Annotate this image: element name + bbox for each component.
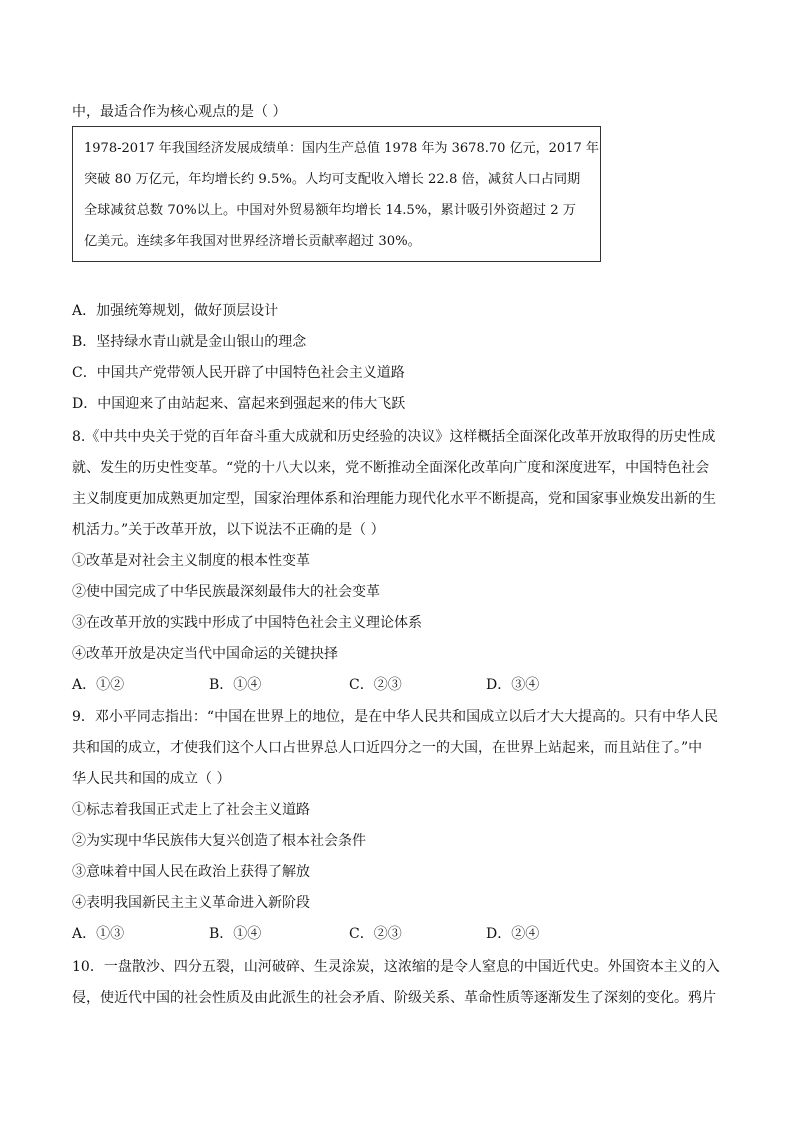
material-line-2: 突破 80 万亿元，年均增长约 9.5%。人均可支配收入增长 22.8 倍，减贫人口占同期 xyxy=(84,172,581,187)
question-10-stem-line-1: 10．一盘散沙、四分五裂，山河破碎、生灵涂炭，这浓缩的是令人窒息的中国近代史。外国资本主义的入 xyxy=(72,959,720,975)
material-line-1: 1978-2017 年我国经济发展成绩单：国内生产总值 1978 年为 3678.70 亿元，2017 年 xyxy=(84,141,599,156)
question-8-item-1: ①改革是对社会主义制度的根本性变革 xyxy=(72,553,310,569)
question-8-stem-line-3: 主义制度更加成熟更加定型，国家治理体系和治理能力现代化水平不断提高，党和国家事业焕发出新的生 xyxy=(72,491,716,507)
question-7-option-c: C．中国共产党带领人民开辟了中国特色社会主义道路 xyxy=(72,365,405,381)
question-8-choices xyxy=(72,675,552,695)
question-7-stem-tail: 中，最适合作为核心观点的是（ ） xyxy=(72,104,287,120)
question-8-item-2: ②使中国完成了中华民族最深刻最伟大的社会变革 xyxy=(72,584,380,600)
question-9-item-2: ②为实现中华民族伟大复兴创造了根本社会条件 xyxy=(72,833,366,849)
question-10-stem-line-2: 侵，使近代中国的社会性质及由此派生的社会矛盾、阶级关系、革命性质等逐渐发生了深刻的变化。鸦片 xyxy=(72,990,716,1006)
question-8-choice-c: C．②③ xyxy=(349,677,402,693)
question-7-option-b: B．坚持绿水青山就是金山银山的理念 xyxy=(72,334,307,350)
question-8-choice-a: A．①② xyxy=(72,677,125,693)
question-9-stem-line-2: 共和国的成立，才使我们这个人口占世界总人口近四分之一的大国，在世界上站起来，而且站住了。”中 xyxy=(72,740,703,756)
question-8-stem-line-4: 机活力。”关于改革开放，以下说法不正确的是（ ） xyxy=(72,522,385,538)
question-9-item-4: ④表明我国新民主主义革命进入新阶段 xyxy=(72,895,310,911)
question-9-stem-line-3: 华人民共和国的成立（ ） xyxy=(72,771,231,787)
question-9-choice-a: A．①③ xyxy=(72,926,125,942)
question-7-option-d: D．中国迎来了由站起来、富起来到强起来的伟大飞跃 xyxy=(72,396,406,412)
question-9-stem-line-1: 9．邓小平同志指出：“中国在世界上的地位，是在中华人民共和国成立以后才大大提高的。只有中华人民 xyxy=(72,709,719,725)
question-8-stem-line-1: 8.《中共中央关于党的百年奋斗重大成就和历史经验的决议》这样概括全面深化改革开放取得的历史性成 xyxy=(72,429,716,445)
question-8-choice-d: D．③④ xyxy=(486,677,540,693)
question-7-option-a: A．加强统筹规划，做好顶层设计 xyxy=(72,303,279,319)
question-9-choice-c: C．②③ xyxy=(349,926,402,942)
question-8-stem-line-2: 就、发生的历史性变革。“党的十八大以来，党不断推动全面深化改革向广度和深度进军，中国特色社会 xyxy=(72,460,710,476)
question-9-choices xyxy=(72,924,552,944)
question-9-item-3: ③意味着中国人民在政治上获得了解放 xyxy=(72,864,310,880)
question-9-choice-d: D．②④ xyxy=(486,926,540,942)
material-line-3: 全球减贫总数 70%以上。中国对外贸易额年均增长 14.5%，累计吸引外资超过 2 万 xyxy=(84,203,576,218)
question-8-item-4: ④改革开放是决定当代中国命运的关键抉择 xyxy=(72,646,338,662)
question-8-choice-b: B．①④ xyxy=(209,677,262,693)
material-line-4: 亿美元。连续多年我国对世界经济增长贡献率超过 30%。 xyxy=(84,234,421,249)
question-9-item-1: ①标志着我国正式走上了社会主义道路 xyxy=(72,802,310,818)
question-8-item-3: ③在改革开放的实践中形成了中国特色社会主义理论体系 xyxy=(72,615,422,631)
question-9-choice-b: B．①④ xyxy=(209,926,262,942)
question-7-material-box xyxy=(72,126,601,262)
